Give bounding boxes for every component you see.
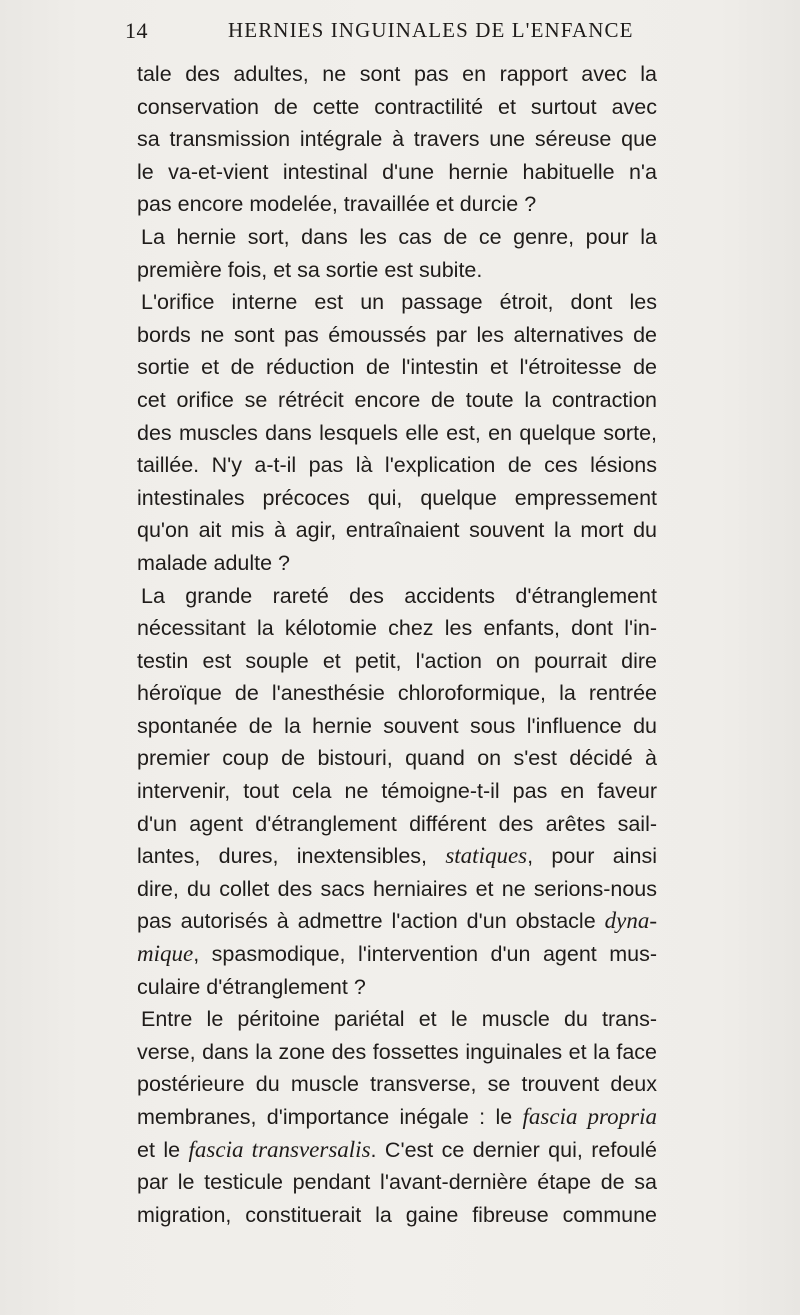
body-text [137,58,657,1231]
text-line: cet orifice se rétrécit encore de toute la contraction [137,387,657,412]
text-line: héroïque de l'anesthésie chloroformique, la rentrée [137,681,657,706]
text-line: et le fascia transversalis. C'est ce dernier qui, refoulé [137,1136,657,1162]
text-line: spontanée de la hernie souvent sous l'influence du [137,713,657,738]
text-line: L'orifice interne est un passage étroit, dont les [141,290,657,315]
text-line: malade adulte ? [137,550,290,575]
italic-term: statiques [445,843,528,869]
text-line: intestinales précoces qui, quelque empressement [137,485,657,510]
text-line: membranes, d'importance inégale : le fascia propria [137,1104,657,1129]
text-line: intervenir, tout cela ne témoigne-t-il pas en faveur [137,779,657,804]
text-line: tale des adultes, ne sont pas en rapport avec la [137,62,657,86]
text-line: par le testicule pendant l'avant-dernière étape de sa [137,1170,657,1195]
text-line: premier coup de bistouri, quand on s'est décidé à [137,746,657,771]
text-line: qu'on ait mis à agir, entraînaient souvent la mort du [137,518,657,543]
text-line: postérieure du muscle transverse, se trouvent deux [137,1072,657,1097]
text-line: testin est souple et petit, l'action on pourrait dire [137,648,657,673]
running-title: HERNIES INGUINALES DE L'ENFANCE [228,18,634,42]
text-line: mique, spasmodique, l'intervention d'un agent mus- [137,941,657,967]
text-line: pas autorisés à admettre l'action d'un obstacle dyna- [137,908,657,934]
text-line: conservation de cette contractilité et surtout avec [137,94,657,119]
page-number: 14 [125,18,148,43]
text-line: sortie et de réduction de l'intestin et l'étroitesse de [137,355,657,380]
text-line: Entre le péritoine pariétal et le muscle du trans- [141,1007,657,1032]
text-line: La grande rareté des accidents d'étranglement [141,583,657,608]
text-line: bords ne sont pas émoussés par les alternatives de [137,322,657,347]
text-line: La hernie sort, dans les cas de ce genre, pour la [141,224,657,249]
text-line: culaire d'étranglement ? [137,974,366,999]
page-header [0,18,800,48]
text-line: taillée. N'y a-t-il pas là l'explication de ces lésions [137,453,657,478]
text-line: des muscles dans lesquels elle est, en quelque sorte, [137,420,657,445]
text-line: première fois, et sa sortie est subite. [137,257,483,282]
text-line: migration, constituerait la gaine fibreuse commune [137,1202,657,1227]
text-line: sa transmission intégrale à travers une séreuse que [137,127,657,152]
text-line: d'un agent d'étranglement différent des arêtes sail- [137,811,657,836]
italic-term: dyna- [604,908,657,934]
text-line: verse, dans la zone des fossettes inguinales et la face [137,1039,657,1064]
text-line: le va-et-vient intestinal d'une hernie habituelle n'a [137,159,657,184]
text-line: dire, du collet des sacs herniaires et ne serions-nous [137,876,657,901]
text-line: pas encore modelée, travaillée et durcie ? [137,192,537,217]
italic-term: fascia propria [522,1104,657,1129]
italic-term: fascia transversalis [188,1136,371,1162]
text-line: nécessitant la kélotomie chez les enfants, dont l'in- [137,616,657,641]
text-line: lantes, dures, inextensibles, statiques, pour ainsi [137,843,657,869]
italic-term: mique [137,941,194,967]
